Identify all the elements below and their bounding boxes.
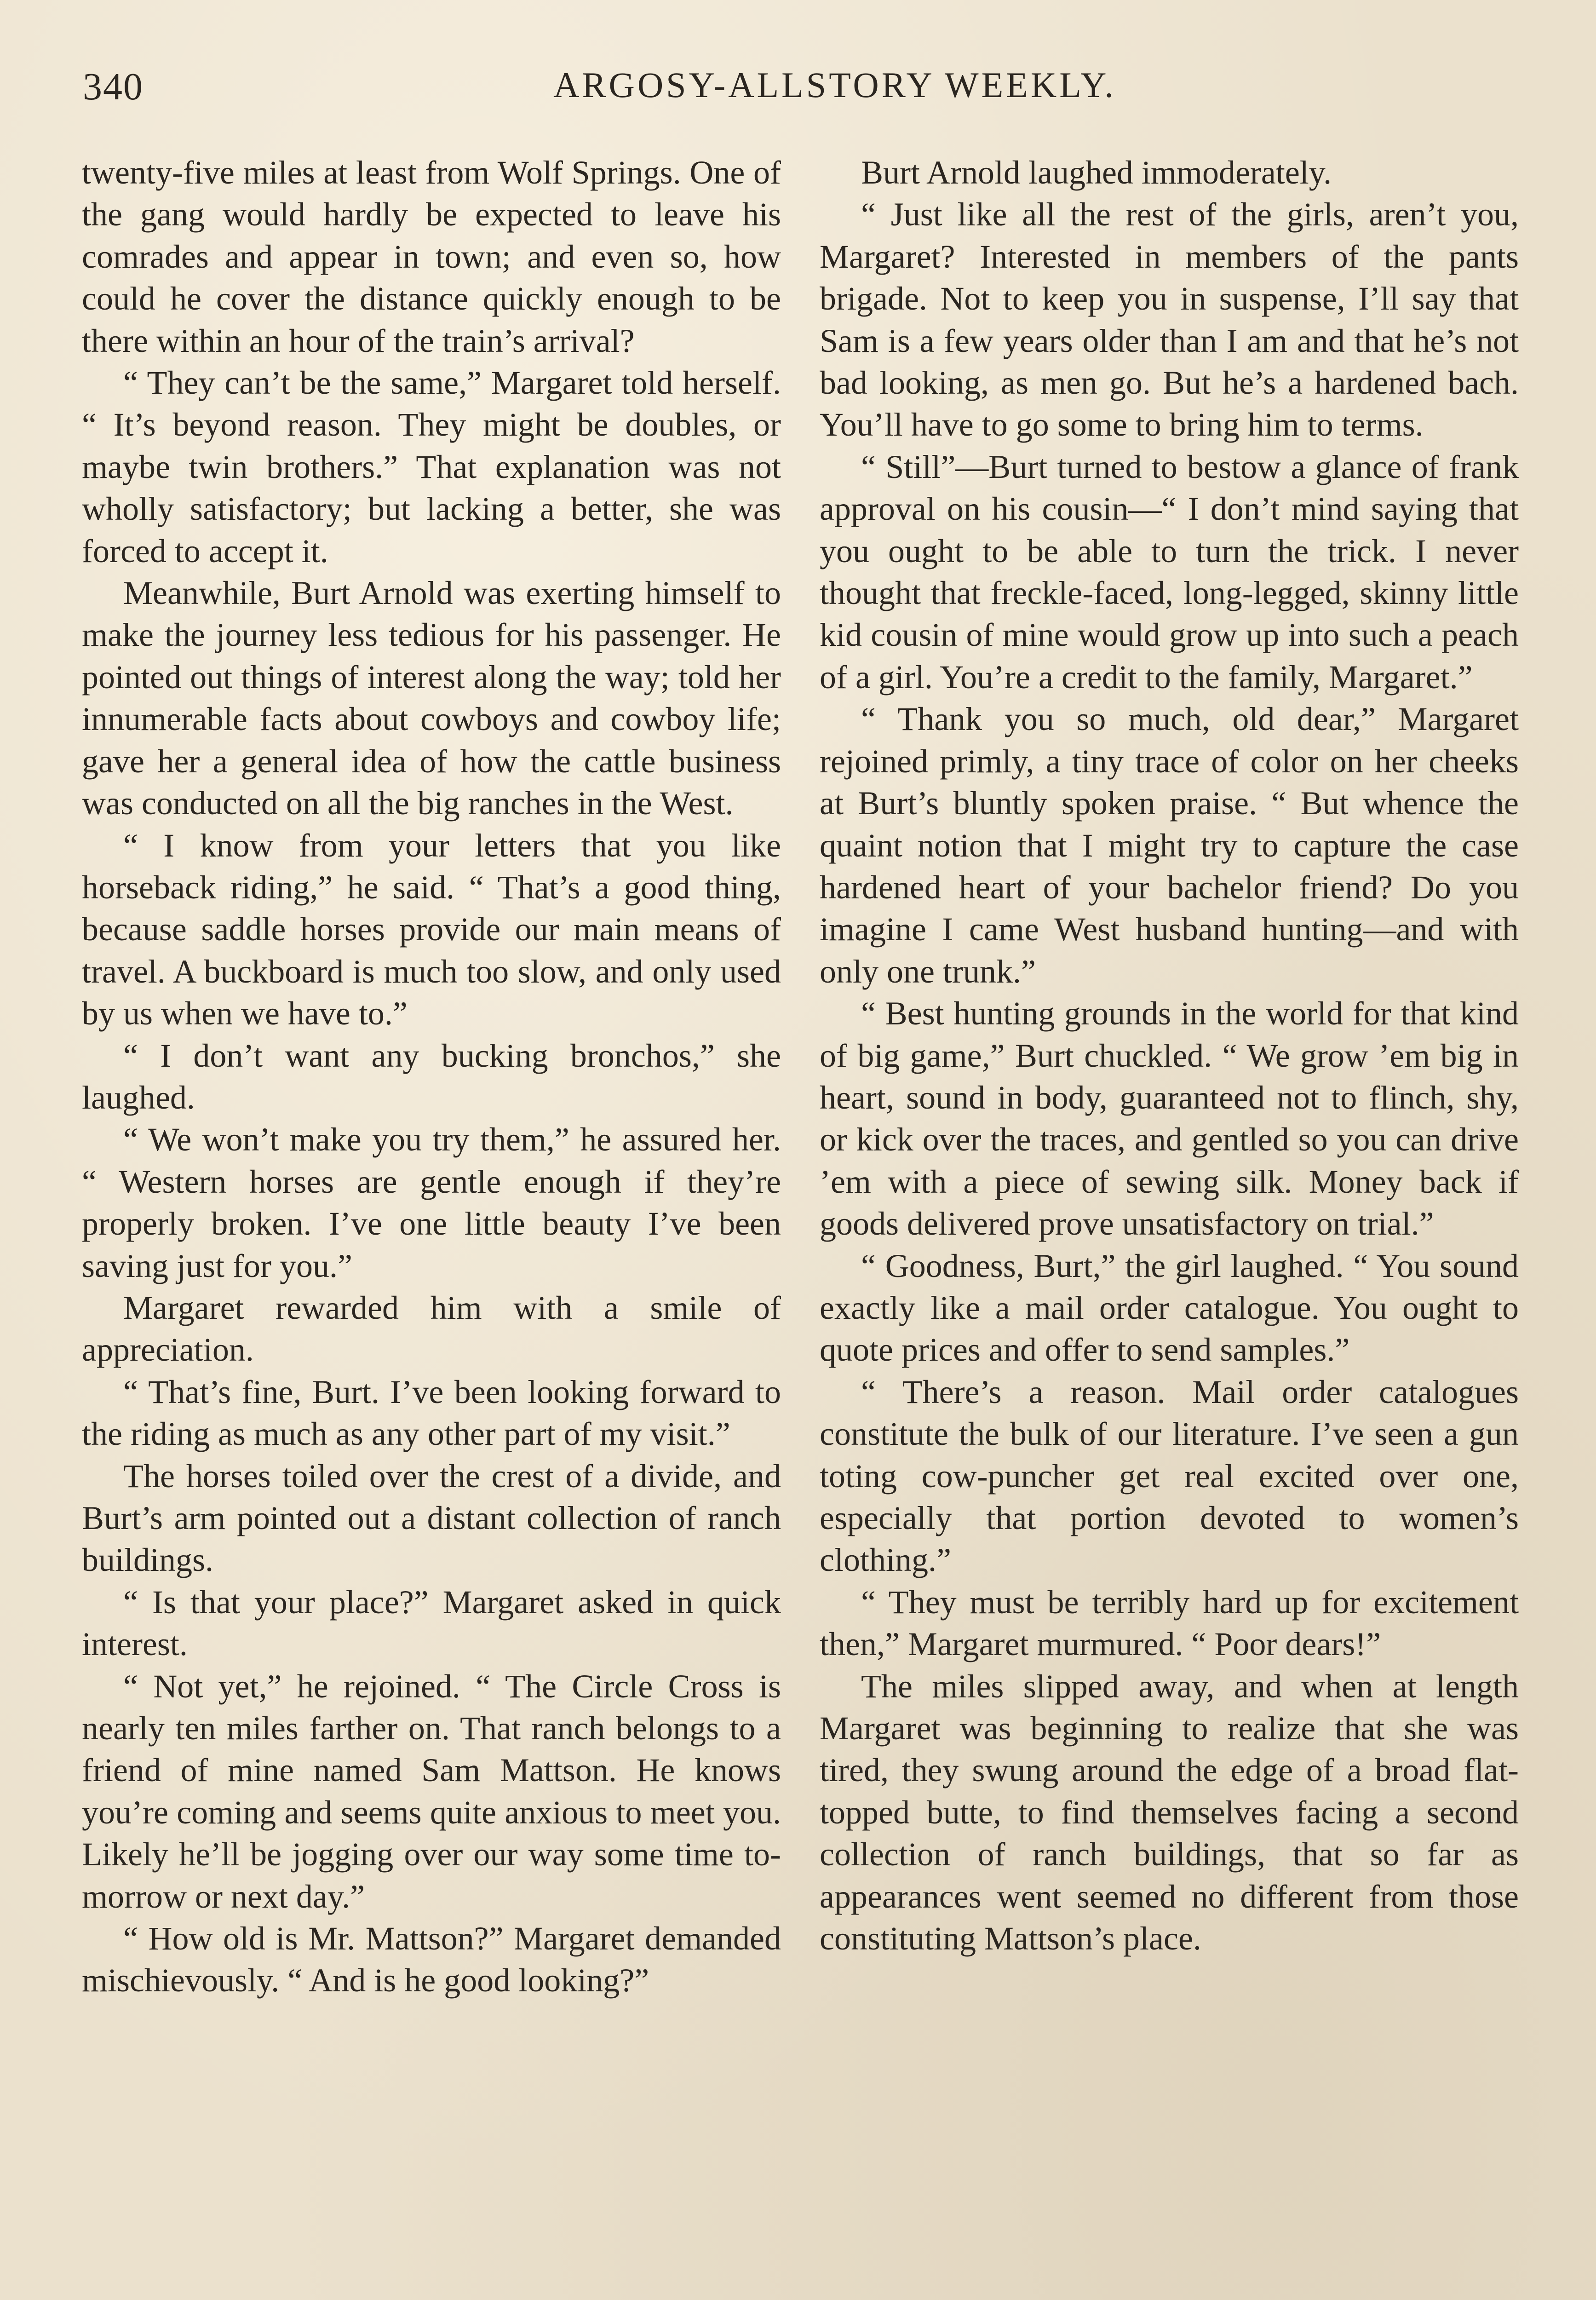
- running-head: ARGOSY-ALLSTORY WEEKLY.: [553, 65, 1116, 105]
- right-text-column: [820, 152, 1519, 1960]
- paragraph: “ There’s a reason. Mail order catalogues constitute the bulk of our literature. I’ve seen a gun toting cow-puncher get real excited over one, especially that portion devoted to women’s clothing.”: [820, 1373, 1519, 1579]
- paragraph: “ That’s fine, Burt. I’ve been looking forward to the riding as much as any other part of my visit.”: [82, 1373, 781, 1453]
- paragraph: “ Still”—Burt turned to bestow a glance of frank approval on his cousin—“ I don’t mind saying that you ought to be able to turn the trick. I never thought that freckle-faced, long-legged, skinny little kid cousin of mine would grow up into such a peach of a girl. You’re a credit to the family, Margaret.”: [820, 448, 1519, 696]
- paragraph: “ They must be terribly hard up for excitement then,” Margaret murmured. “ Poor dears!”: [820, 1583, 1519, 1663]
- paragraph: “ How old is Mr. Mattson?” Margaret demanded mischievously. “ And is he good looking?”: [82, 1920, 781, 1999]
- paragraph: The miles slipped away, and when at length Margaret was beginning to realize that she was tired, they swung around the edge of a broad flat-topped butte, to find themselves facing a second collection of ranch buildings, that so far as appearances went seemed no different from those constituting Mattson’s place.: [820, 1668, 1519, 1957]
- paragraph: “ Is that your place?” Margaret asked in quick interest.: [82, 1583, 781, 1663]
- paragraph: “ Thank you so much, old dear,” Margaret rejoined primly, a tiny trace of color on her cheeks at Burt’s bluntly spoken praise. “ But whence the quaint notion that I might try to capture the case hardened heart of your bachelor friend? Do you imagine I came West husband hunting—and with only one trunk.”: [820, 701, 1519, 990]
- paragraph: “ I know from your letters that you like horseback riding,” he said. “ That’s a good thing, because saddle horses provide our main means of travel. A buckboard is much too slow, and only used by us when we have to.”: [82, 827, 781, 1032]
- page-header: [83, 64, 1513, 124]
- paragraph: “ Goodness, Burt,” the girl laughed. “ You sound exactly like a mail order catalogue. You ought to quote prices and offer to send samples.”: [820, 1247, 1519, 1368]
- page-number: 340: [83, 65, 144, 108]
- paragraph: “ Best hunting grounds in the world for that kind of big game,” Burt chuckled. “ We grow ’em big in heart, sound in body, guaranteed not to flinch, shy, or kick over the traces, and gentled so you can drive ’em with a piece of sewing silk. Money back if goods delivered prove unsatisfactory on trial.”: [820, 995, 1519, 1242]
- paragraph: twenty-five miles at least from Wolf Springs. One of the gang would hardly be expected to leave his comrades and appear in town; and even so, how could he cover the distance quickly enough to be there within an hour of the train’s arrival?: [82, 154, 781, 359]
- paragraph: “ I don’t want any bucking bronchos,” she laughed.: [82, 1037, 781, 1116]
- paragraph: The horses toiled over the crest of a divide, and Burt’s arm pointed out a distant collection of ranch buildings.: [82, 1457, 781, 1579]
- paragraph: “ We won’t make you try them,” he assured her. “ Western horses are gentle enough if they’re properly broken. I’ve one little beauty I’ve been saving just for you.”: [82, 1121, 781, 1284]
- paragraph: Meanwhile, Burt Arnold was exerting himself to make the journey less tedious for his passenger. He pointed out things of interest along the way; told her innumerable facts about cowboys and cowboy life; gave her a general idea of how the cattle business was conducted on all the big ranches in the West.: [82, 575, 781, 822]
- paragraph: Margaret rewarded him with a smile of appreciation.: [82, 1289, 781, 1368]
- left-text-column: [82, 152, 781, 2002]
- paragraph: “ Not yet,” he rejoined. “ The Circle Cross is nearly ten miles farther on. That ranch belongs to a friend of mine named Sam Mattson. He knows you’re coming and seems quite anxious to meet you. Likely he’ll be jogging over our way some time to-morrow or next day.”: [82, 1668, 781, 1915]
- paragraph: “ Just like all the rest of the girls, aren’t you, Margaret? Interested in members of the pants brigade. Not to keep you in suspense, I’ll say that Sam is a few years older than I am and that he’s not bad looking, as men go. But he’s a hardened bach. You’ll have to go some to bring him to terms.: [820, 196, 1519, 443]
- paragraph: Burt Arnold laughed immoderately.: [861, 154, 1332, 191]
- paragraph: “ They can’t be the same,” Margaret told herself. “ It’s beyond reason. They might be doubles, or maybe twin brothers.” That explanation was not wholly satisfactory; but lacking a better, she was forced to accept it.: [82, 364, 781, 569]
